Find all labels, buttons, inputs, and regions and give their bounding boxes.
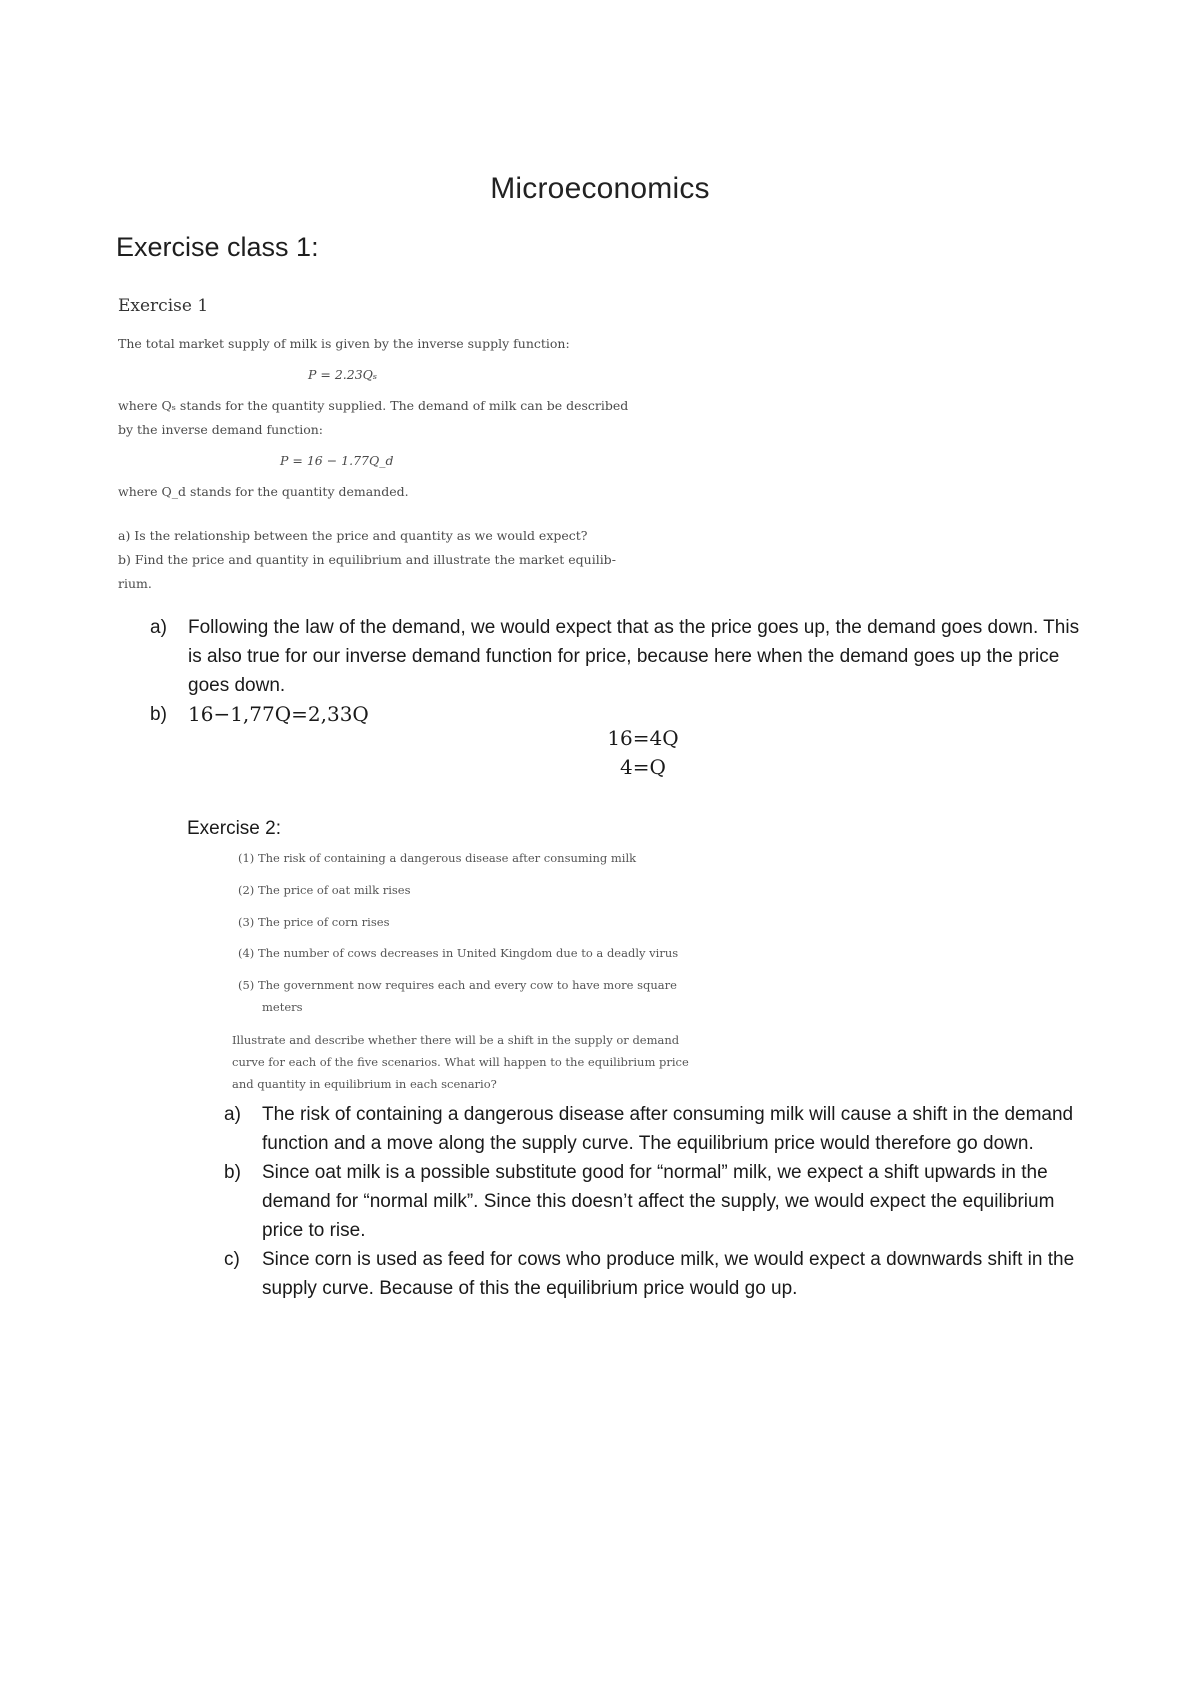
list-marker: a) (224, 1104, 241, 1125)
answer-text: Since oat milk is a possible substitute good for “normal” milk, we expect a shift upwards in the demand for “normal milk”. Since this doesn’t affect the supply, we would expect the equilibrium price to rise. (262, 1162, 1055, 1241)
list-item (224, 1245, 1084, 1303)
instruction-line: and quantity in equilibrium in each scenario? (232, 1077, 497, 1091)
instruction-line: curve for each of the five scenarios. What will happen to the equilibrium price (232, 1055, 689, 1069)
scenario-item: (4) The number of cows decreases in United Kingdom due to a deadly virus (238, 946, 679, 960)
answer-text: The risk of containing a dangerous disease after consuming milk will cause a shift in the demand function and a move along the supply curve. The equilibrium price would therefore go down. (262, 1104, 1074, 1154)
list-item (224, 1158, 1084, 1245)
exercise1-answers (150, 613, 1080, 730)
answer-b-equation: 16−1,77Q=2,33Q (188, 702, 369, 726)
exercise1-heading: Exercise 1 (118, 296, 209, 316)
supply-equation: P = 2.23Qₛ (308, 367, 378, 382)
document-title: Microeconomics (490, 172, 710, 205)
list-marker: c) (224, 1249, 240, 1270)
list-item (150, 613, 1080, 700)
exercise1-line: where Q_d stands for the quantity demanded. (118, 484, 409, 499)
equation-line: 16=4Q (607, 726, 679, 750)
answer-text: Since corn is used as feed for cows who produce milk, we would expect a downwards shift in the supply curve. Because of this the equilibrium price would go up. (262, 1249, 1075, 1299)
question-b: b) Find the price and quantity in equilibrium and illustrate the market equilib- (118, 552, 616, 567)
exercise1-line: The total market supply of milk is given by the inverse supply function: (118, 336, 570, 351)
question-b-cont: rium. (118, 576, 152, 591)
question-a: a) Is the relationship between the price and quantity as we would expect? (118, 528, 588, 543)
scenario-item: (3) The price of corn rises (238, 915, 390, 929)
exercise2-answers (224, 1100, 1084, 1303)
scenario-item: (2) The price of oat milk rises (238, 883, 411, 897)
answer-a-text: Following the law of the demand, we would expect that as the price goes up, the demand goes down. This is also true for our inverse demand function for price, because here when the demand goes up the price goes down. (188, 617, 1080, 696)
list-marker: b) (224, 1162, 241, 1183)
exercise1-line: by the inverse demand function: (118, 422, 324, 437)
exercise1-line: where Qₛ stands for the quantity supplied. The demand of milk can be described (118, 398, 629, 413)
scenario-item-cont: meters (262, 1000, 303, 1014)
equation-line: 4=Q (620, 755, 666, 779)
scenario-item: (1) The risk of containing a dangerous disease after consuming milk (238, 851, 637, 865)
list-marker: b) (150, 704, 167, 725)
instruction-line: Illustrate and describe whether there will be a shift in the supply or demand (232, 1033, 680, 1047)
section-heading: Exercise class 1: (116, 232, 319, 262)
scenario-item: (5) The government now requires each and every cow to have more square (238, 978, 677, 992)
demand-equation: P = 16 − 1.77Q_d (280, 453, 394, 468)
exercise2-label: Exercise 2: (187, 818, 281, 839)
list-item (224, 1100, 1084, 1158)
list-marker: a) (150, 617, 167, 638)
